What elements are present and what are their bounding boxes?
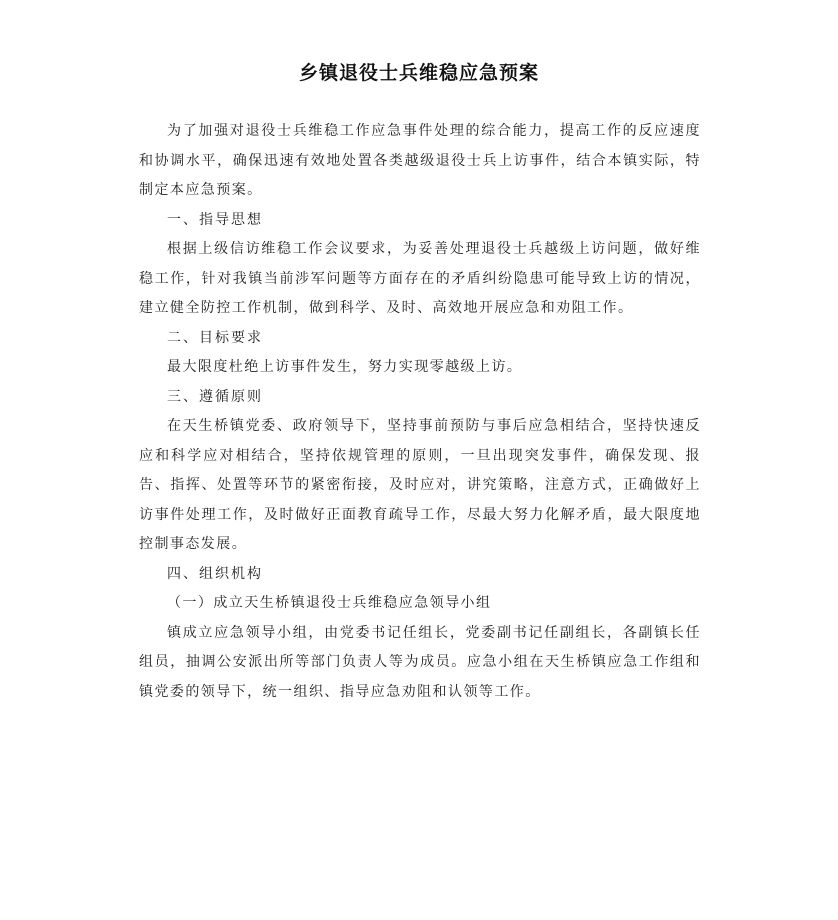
document-body — [139, 117, 701, 707]
section-heading-organization: 四、组织机构 — [167, 565, 263, 582]
document-title: 乡镇退役士兵维稳应急预案 — [298, 62, 539, 84]
intro-paragraph: 为了加强对退役士兵维稳工作应急事件处理的综合能力，提高工作的反应速度和协调水平，确保迅速有效地处置各类越级退役士兵上访事件，结合本镇实际，特制定本应急预案。 — [139, 123, 701, 198]
subsection-heading-leading-group: （一）成立天生桥镇退役士兵维稳应急领导小组 — [167, 595, 492, 611]
section-heading-guiding-ideology: 一、指导思想 — [167, 211, 263, 228]
objectives-paragraph: 最大限度杜绝上访事件发生，努力实现零越级上访。 — [167, 359, 523, 375]
section-heading-principles: 三、遵循原则 — [167, 388, 263, 405]
guiding-ideology-paragraph: 根据上级信访维稳工作会议要求，为妥善处理退役士兵越级上访问题，做好维稳工作，针对我镇当前涉军问题等方面存在的矛盾纠纷隐患可能导致上访的情况，建立健全防控工作机制，做到科学、及时、高效地开展应急和劝阻工作。 — [139, 241, 701, 316]
principles-paragraph: 在天生桥镇党委、政府领导下，坚持事前预防与事后应急相结合，坚持快速反应和科学应对相结合，坚持依规管理的原则，一旦出现突发事件，确保发现、报告、指挥、处置等环节的紧密衔接，及时应对，讲究策略，注意方式，正确做好上访事件处理工作，及时做好正面教育疏导工作，尽最大努力化解矛盾，最大限度地控制事态发展。 — [139, 418, 701, 552]
section-heading-objectives: 二、目标要求 — [167, 329, 263, 346]
leading-group-paragraph: 镇成立应急领导小组，由党委书记任组长，党委副书记任副组长，各副镇长任组员，抽调公安派出所等部门负责人等为成员。应急小组在天生桥镇应急工作组和镇党委的领导下，统一组织、指导应急劝阻和认领等工作。 — [139, 624, 701, 700]
